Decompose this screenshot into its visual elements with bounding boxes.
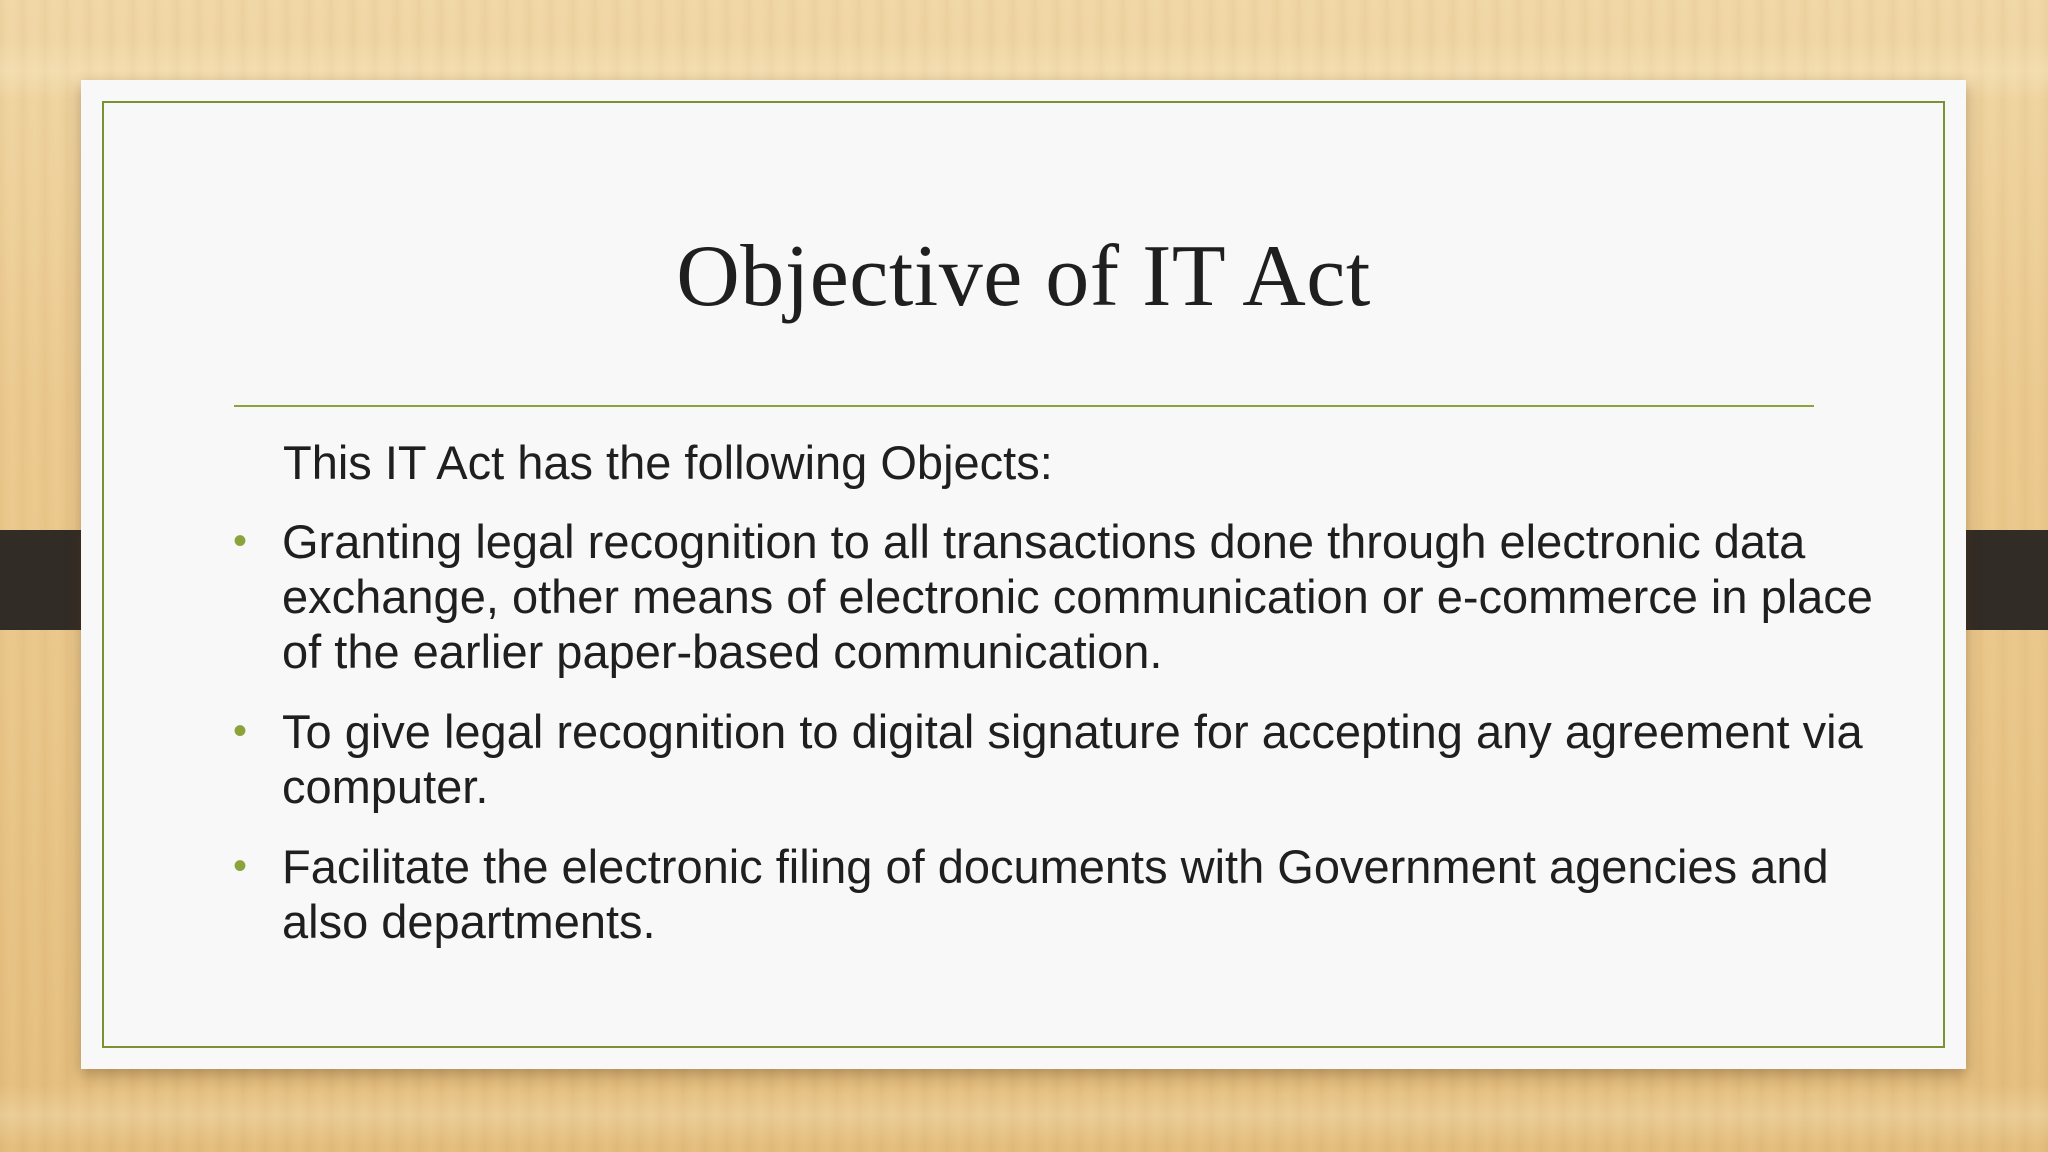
bullet-text: Granting legal recognition to all transactions done through electronic data exchange, other means of electronic communication or e-commerce in place of the earlier paper-based communication. xyxy=(282,515,1873,678)
bullet-list xyxy=(231,514,1891,974)
bullet-text: To give legal recognition to digital signature for accepting any agreement via computer. xyxy=(282,705,1863,813)
bullet-item xyxy=(231,704,1891,814)
bullet-text: Facilitate the electronic filing of documents with Government agencies and also departments. xyxy=(282,840,1829,948)
intro-text: This IT Act has the following Objects: xyxy=(283,436,1053,489)
bullet-item xyxy=(231,514,1891,679)
bullet-icon: • xyxy=(233,844,248,888)
slide-title: Objective of IT Act xyxy=(676,228,1371,325)
bullet-icon: • xyxy=(233,709,248,753)
title-divider xyxy=(234,405,1814,407)
bullet-item xyxy=(231,839,1891,949)
bullet-icon: • xyxy=(233,519,248,563)
slide xyxy=(81,80,1966,1069)
wood-background-highlight xyxy=(0,1085,2048,1145)
